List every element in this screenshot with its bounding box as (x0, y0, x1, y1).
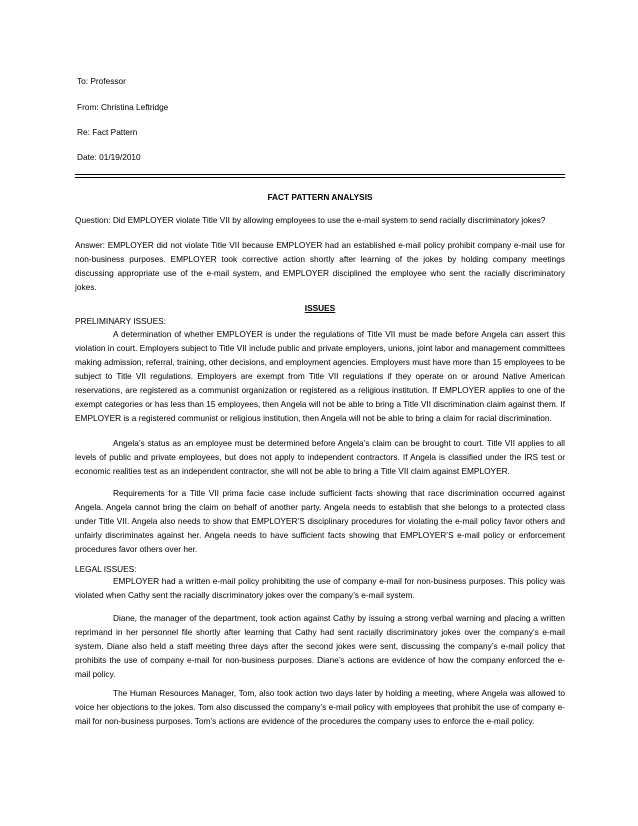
legal-issues-label: LEGAL ISSUES: (75, 564, 137, 574)
analysis-title: FACT PATTERN ANALYSIS (267, 192, 373, 202)
legal-paragraph: EMPLOYER had a written e-mail policy prohibiting the use of company e-mail for non-business purposes. This policy was violated when Cathy sent the racially discriminatory jokes over the company’s e-mail system. (75, 576, 565, 600)
memo-date-line: Date: 01/19/2010 (77, 152, 141, 162)
memo-re-line: Re: Fact Pattern (77, 127, 138, 137)
memo-to-line: To: Professor (77, 76, 126, 86)
issues-heading: ISSUES (304, 303, 336, 313)
preliminary-paragraph: Requirements for a Title VII prima facie case include sufficient facts showing that race discrimination occurred against Angela. Angela cannot bring the claim on behalf of another party. Angela needs to establish that she belongs to a protected class under Title VII. Angela also needs to show that EMPLOYER’S disciplinary procedures for violating the e-mail policy favor others and unfairly discriminates against her. Angela needs to have sufficient facts showing that EMPLOYER’S e-mail policy or enforcement procedures favor others over her. (75, 488, 565, 554)
question-paragraph: Question: Did EMPLOYER violate Title VII by allowing employees to use the e-mail system to send racially discriminatory jokes? (75, 215, 546, 225)
memo-from-line: From: Christina Leftridge (77, 102, 169, 112)
legal-paragraph: The Human Resources Manager, Tom, also took action two days later by holding a meeting, where Angela was allowed to voice her objections to the jokes. Tom also discussed the company’s e-mail policy with employees that prohibit the use of company e-mail for non-business purposes. Tom’s actions are evidence of the procedures the company uses to enforce the e-mail policy. (75, 688, 565, 726)
legal-paragraph: Diane, the manager of the department, took action against Cathy by issuing a strong verbal warning and placing a written reprimand in her personnel file shortly after learning that Cathy had sent racially discriminatory jokes over the company’s e-mail system. Diane also held a staff meeting three days after the second jokes were sent, discussing the company’s e-mail policy that prohibits the use of company e-mail for non-business purposes. Diane’s actions are evidence of how the company enforced the e-mail policy. (75, 613, 565, 679)
preliminary-paragraph: Angela’s status as an employee must be determined before Angela’s claim can be brought to court. Title VII applies to all levels of public and private employees, but does not apply to independent contractors. If Angela is classified under the IRS test or economic realities test as an independent contractor, she will not be able to bring a Title VII claim against EMPLOYER. (75, 438, 565, 476)
answer-paragraph: Answer: EMPLOYER did not violate Title VII because EMPLOYER had an established e-mail policy prohibit company e-mail use for non-business purposes. EMPLOYER took corrective action shortly after learning of the jokes by holding company meetings discussing appropriate use of the e-mail system, and EMPLOYER disciplined the employee who sent the racially discriminatory jokes. (75, 240, 565, 292)
header-divider-bottom (75, 177, 565, 178)
header-divider-top (75, 174, 565, 175)
preliminary-issues-label: PRELIMINARY ISSUES: (75, 316, 166, 326)
preliminary-paragraph: A determination of whether EMPLOYER is under the regulations of Title VII must be made before Angela can assert this violation in court. Employers subject to Title VII include public and private employers, unions, joint labor and management committees making admission, referral, training, other decisions, and employment agencies. Employers must have more than 15 employees to be subject to Title VII regulations. Employers are exempt from Title VII regulations if they operate on or around Native American reservations, are registered as a communist organization or registered as a religious institution. If EMPLOYER applies to one of the exempt categories or has less than 15 employees, then Angela will not be able to bring a Title VII discrimination claim against them. If EMPLOYER is a registered communist or religious institution, then Angela will not be able to bring a claim for racial discrimination. (75, 329, 565, 423)
